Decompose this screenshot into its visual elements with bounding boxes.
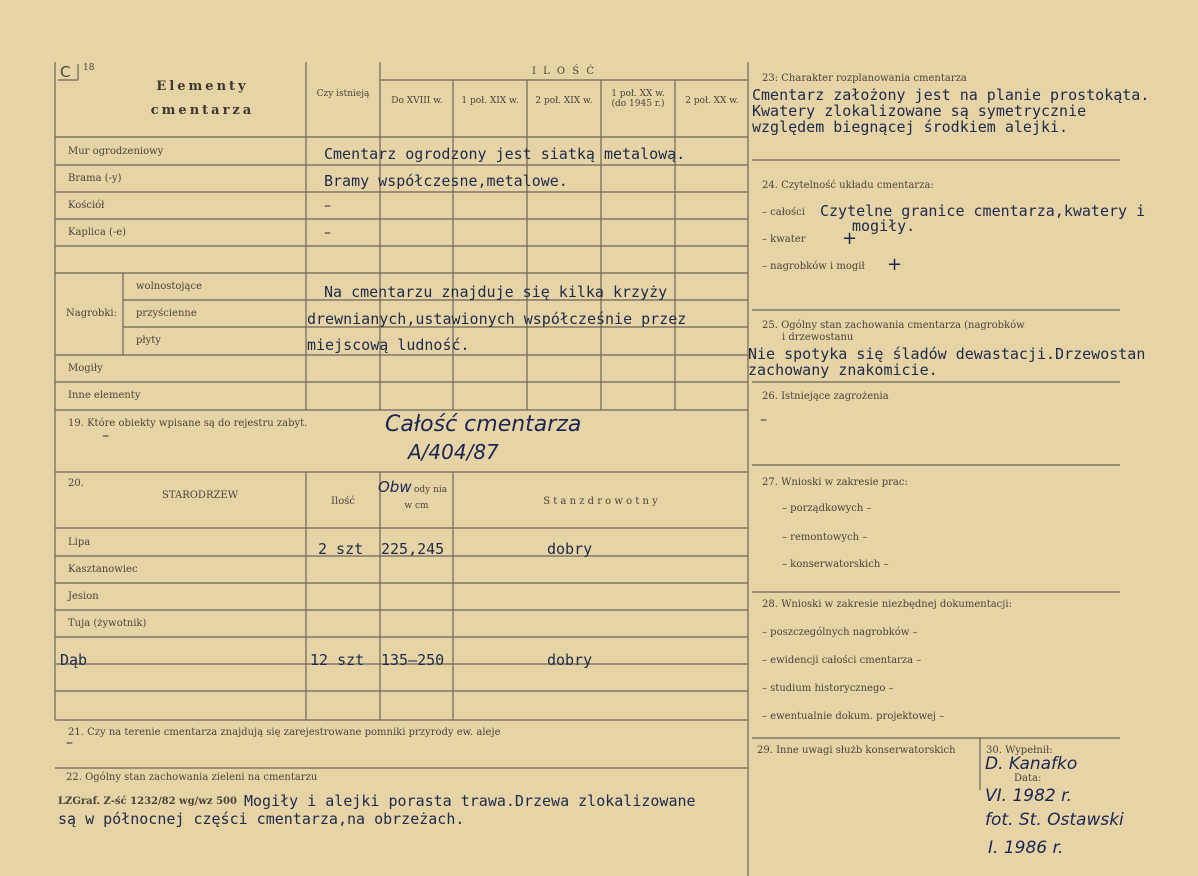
tree-lipa: Lipa (68, 537, 91, 548)
q26-label: 26. Istniejące zagrożenia (762, 391, 889, 402)
tree-jesion: Jesion (68, 591, 99, 602)
row-plyty: płyty (136, 335, 161, 346)
q24-nagrobkow: – nagrobków i mogił (762, 261, 865, 272)
typed-nagrobki-3: miejscową ludność. (307, 336, 470, 354)
q21-dash: – (66, 735, 73, 751)
col-ilosc: I L O Ś Ć (531, 66, 596, 77)
q28-item-2: – ewidencji całości cmentarza – (762, 655, 922, 666)
q23-typed-2: Kwatery zlokalizowane są symetrycznie (752, 102, 1087, 120)
q27-item-2: – remontowych – (782, 532, 868, 543)
period-2: 1 poł. XIX w. (461, 96, 519, 106)
q24-cross-kwater: + (842, 228, 858, 249)
starodrzew-num: 20. (68, 478, 84, 489)
q23-label: 23: Charakter rozplanowania cmentarza (762, 73, 967, 84)
q24-kwater: – kwater (762, 234, 806, 245)
lipa-ilosc: 2 szt (318, 540, 364, 558)
q19-handwritten-2: A/404/87 (408, 440, 499, 464)
q22-typed-1: Mogiły i alejki porasta trawa.Drzewa zlokalizowane (244, 792, 696, 810)
q19-dash: – (102, 428, 109, 444)
typed-brama: Bramy współczesne,metalowe. (324, 172, 568, 190)
corner-number: 18 (83, 63, 95, 73)
period-4: 1 poł. XX w. (do 1945 r.) (611, 89, 665, 109)
q28-label: 28. Wnioski w zakresie niezbędnej dokumentacji: (762, 599, 1012, 610)
typed-mur: Cmentarz ogrodzony jest siatką metalową. (324, 145, 686, 163)
row-nagrobki: Nagrobki: (66, 308, 117, 319)
q28-item-4: – ewentualnie dokum. projektowej – (762, 711, 945, 722)
printer-mark: LZGraf. Z-ść 1232/82 wg/wz 500 (58, 796, 237, 807)
typed-nagrobki-1: Na cmentarzu znajduje się kilka krzyży (324, 283, 668, 301)
q24-calosci: – całości (762, 207, 805, 218)
q25-typed-2: zachowany znakomicie. (748, 361, 938, 379)
q30-hw-name: D. Kanafko (985, 754, 1078, 774)
q24-cross-mogil: + (887, 254, 903, 275)
q22-label: 22. Ogólny stan zachowania zieleni na cmentarzu (66, 772, 318, 783)
q30-hw-date2: I. 1986 r. (988, 838, 1064, 858)
row-wolnostojace: wolnostojące (136, 281, 202, 292)
corner-letter: C (60, 63, 71, 81)
row-przyscienne: przyścienne (136, 308, 197, 319)
q25-typed-1: Nie spotyka się śladów dewastacji.Drzewostan (748, 345, 1146, 363)
q22-typed-2: są w północnej części cmentarza,na obrzeżach. (58, 810, 465, 828)
q27-item-3: – konserwatorskich – (782, 559, 889, 570)
dab-label: Dąb (60, 651, 88, 669)
q26-dash: – (760, 412, 767, 428)
q29-label: 29. Inne uwagi służb konserwatorskich (757, 745, 956, 756)
elements-header-1: Elementy (156, 79, 249, 94)
q24-typed-2: mogiły. (852, 217, 916, 235)
typed-kaplica: – (324, 225, 331, 241)
typed-nagrobki-2: drewnianych,ustawionych współcześnie przez (307, 310, 687, 328)
q30-hw-fot: fot. St. Ostawski (985, 810, 1124, 830)
tree-tuja: Tuja (żywotnik) (68, 618, 147, 629)
q24-label: 24. Czytelność układu cmentarza: (762, 180, 934, 191)
dab-stan: dobry (547, 651, 593, 669)
dab-ilosc: 12 szt (310, 651, 365, 669)
q25-label-1: 25. Ogólny stan zachowania cmentarza (nagrobków (762, 320, 1025, 331)
tree-kasztanowiec: Kasztanowiec (68, 564, 138, 575)
period-5: 2 poł. XX w. (685, 96, 739, 106)
q28-item-1: – poszczególnych nagrobków – (762, 627, 918, 638)
q23-typed-3: względem biegnącej środkiem alejki. (752, 118, 1069, 136)
col-stan: S t a n z d r o w o t n y (543, 496, 658, 507)
elements-header-2: cmentarza (150, 103, 255, 118)
col-exists: Czy istnieją (316, 89, 370, 99)
row-kosciol: Kościół (68, 200, 105, 211)
lipa-obwod: 225,245 (381, 540, 445, 558)
period-3: 2 poł. XIX w. (535, 96, 593, 106)
lipa-stan: dobry (547, 540, 593, 558)
col-ilosc-tree: Ilość (331, 496, 355, 507)
row-mogily: Mogiły (68, 363, 103, 374)
q21-label: 21. Czy na terenie cmentarza znajdują się zarejestrowane pomniki przyrody ew. aleje (68, 727, 501, 738)
dab-obwod: 135–250 (381, 651, 445, 669)
row-inne: Inne elementy (68, 390, 141, 401)
q23-typed-1: Cmentarz założony jest na planie prostokąta. (752, 86, 1150, 104)
q30-hw-date: VI. 1982 r. (985, 786, 1072, 806)
q30-label: 30. Wypełnił: (986, 745, 1053, 756)
q30-data-label: Data: (1014, 773, 1042, 784)
q27-label: 27. Wnioski w zakresie prac: (762, 477, 908, 488)
col-obwod-1: ody nia (414, 485, 448, 495)
q25-label-2: i drzewostanu (782, 332, 854, 343)
col-obwod-handwritten: Obw (378, 478, 412, 496)
q19-label: 19. Które obiekty wpisane są do rejestru zabyt. (68, 418, 308, 429)
q27-item-1: – porządkowych – (782, 503, 872, 514)
row-mur: Mur ogrodzeniowy (68, 146, 164, 157)
period-1: Do XVIII w. (391, 96, 443, 106)
row-kaplica: Kaplica (-e) (68, 227, 127, 238)
q24-typed-1: Czytelne granice cmentarza,kwatery i (820, 202, 1146, 220)
q19-handwritten-1: Całość cmentarza (385, 412, 582, 437)
starodrzew-title: STARODRZEW (162, 490, 238, 501)
col-obwod-2: w cm (404, 501, 429, 511)
row-brama: Brama (-y) (68, 173, 122, 184)
typed-kosciol: – (324, 198, 331, 214)
q28-item-3: – studium historycznego – (762, 683, 894, 694)
